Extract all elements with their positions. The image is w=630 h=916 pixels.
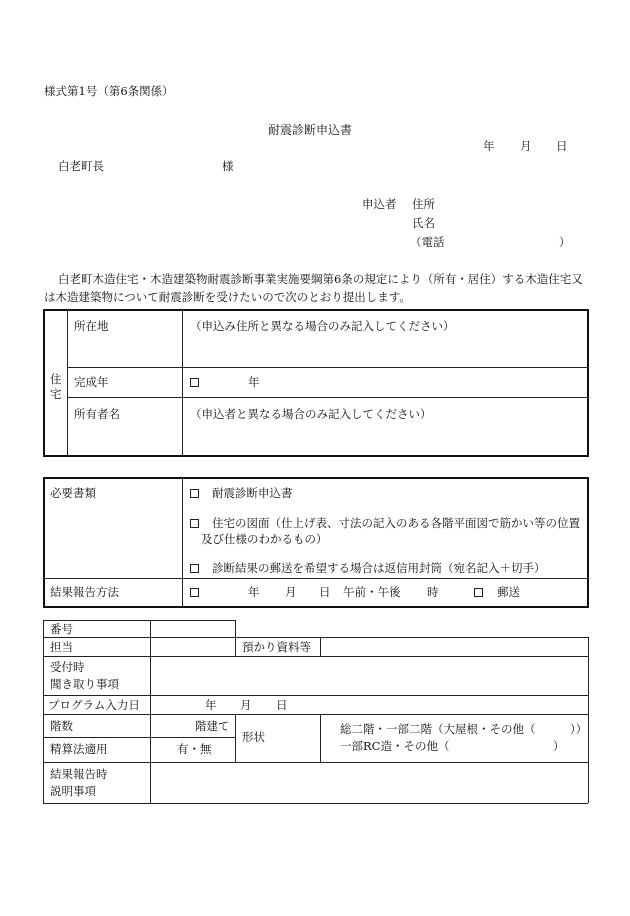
- page-title: 耐震診断申込書: [268, 123, 353, 137]
- body-text-line-1: 白老町木造住宅・木造建築物耐震診断事業実施要綱第6条の規定により（所有・居住）する木造住宅又: [58, 272, 583, 286]
- report-hour-label: 時: [427, 585, 439, 599]
- settlement-label: 精算法適用: [50, 742, 108, 756]
- doc-item-3-checkbox[interactable]: [190, 564, 199, 573]
- result-label-1: 結果報告時: [50, 767, 108, 781]
- doc-item-2-checkbox[interactable]: [190, 519, 199, 528]
- report-visit-option[interactable]: [190, 584, 199, 601]
- doc-item-3-label: 診断結果の郵送を希望する場合は返信用封筒（宛名記入＋切手）: [212, 561, 546, 575]
- report-mail-label: 郵送: [497, 585, 520, 599]
- doc-item-2-label-1: 住宅の図面（仕上げ表、寸法の記入のある各階平面図で筋かい等の位置: [212, 516, 580, 530]
- owner-note: （申込者と異なる場合のみ記入してください）: [190, 407, 432, 421]
- report-ampm-label: 午前・午後: [343, 585, 401, 599]
- date-year-label: 年: [483, 139, 495, 153]
- shape-option-line-2: 一部RC造・その他（ ）: [340, 739, 565, 753]
- report-mail-checkbox[interactable]: [474, 588, 483, 597]
- office-staff-label: 担当: [50, 640, 73, 654]
- applicant-name-label: 氏名: [412, 216, 435, 230]
- location-label: 所在地: [74, 319, 109, 333]
- housing-side-label-2: 宅: [50, 387, 62, 401]
- report-visit-checkbox[interactable]: [190, 588, 199, 597]
- completion-checkbox[interactable]: [190, 378, 199, 387]
- completion-label: 完成年: [74, 375, 109, 389]
- doc-item-1[interactable]: [190, 485, 199, 502]
- shape-label: 形状: [242, 730, 265, 744]
- housing-side-label-1: 住: [50, 372, 62, 386]
- date-month-label: 月: [520, 139, 532, 153]
- completion-field[interactable]: [190, 374, 199, 391]
- form-number: 様式第1号（第6条関係）: [44, 84, 174, 98]
- report-mail-option[interactable]: [474, 584, 483, 601]
- settlement-value: 有・無: [177, 742, 212, 756]
- report-month-label: 月: [285, 585, 297, 599]
- doc-item-1-label: 耐震診断申込書: [212, 486, 293, 500]
- body-text-line-2: は木造建築物について耐震診断を受けたいので次のとおり提出します。: [44, 290, 411, 304]
- location-note: （申込み住所と異なる場合のみ記入してください）: [190, 319, 455, 333]
- result-label-2: 説明事項: [50, 784, 96, 798]
- shape-option-line-1: 総二階・一部二階（大屋根・その他（ ））: [340, 722, 588, 736]
- applicant-phone-close: ）: [559, 235, 571, 249]
- program-date-label: プログラム入力日: [48, 698, 140, 712]
- office-number-label: 番号: [50, 622, 73, 636]
- office-deposit-label: 預かり資料等: [242, 640, 311, 654]
- doc-item-2-label-2: 及び仕様のわかるもの）: [201, 532, 328, 546]
- reception-label-1: 受付時: [50, 660, 85, 674]
- owner-label: 所有者名: [74, 407, 120, 421]
- applicant-address-label: 住所: [412, 197, 435, 211]
- documents-label: 必要書類: [50, 486, 96, 500]
- program-day-label: 日: [276, 698, 288, 712]
- doc-item-2[interactable]: [190, 515, 199, 532]
- addressee-mayor: 白老町長: [58, 159, 104, 173]
- reception-label-2: 聞き取り事項: [50, 677, 119, 691]
- addressee-honorific: 様: [222, 159, 234, 173]
- doc-item-3[interactable]: [190, 560, 199, 577]
- report-day-label: 日: [319, 585, 331, 599]
- date-day-label: 日: [556, 139, 568, 153]
- completion-year-label: 年: [248, 375, 260, 389]
- program-month-label: 月: [240, 698, 252, 712]
- doc-item-1-checkbox[interactable]: [190, 489, 199, 498]
- program-year-label: 年: [205, 698, 217, 712]
- report-year-label: 年: [248, 585, 260, 599]
- report-method-label: 結果報告方法: [50, 585, 119, 599]
- floors-label: 階数: [50, 719, 73, 733]
- applicant-phone-label: （電話: [410, 235, 445, 249]
- applicant-label: 申込者: [362, 197, 397, 211]
- floors-value: 階建て: [195, 719, 230, 733]
